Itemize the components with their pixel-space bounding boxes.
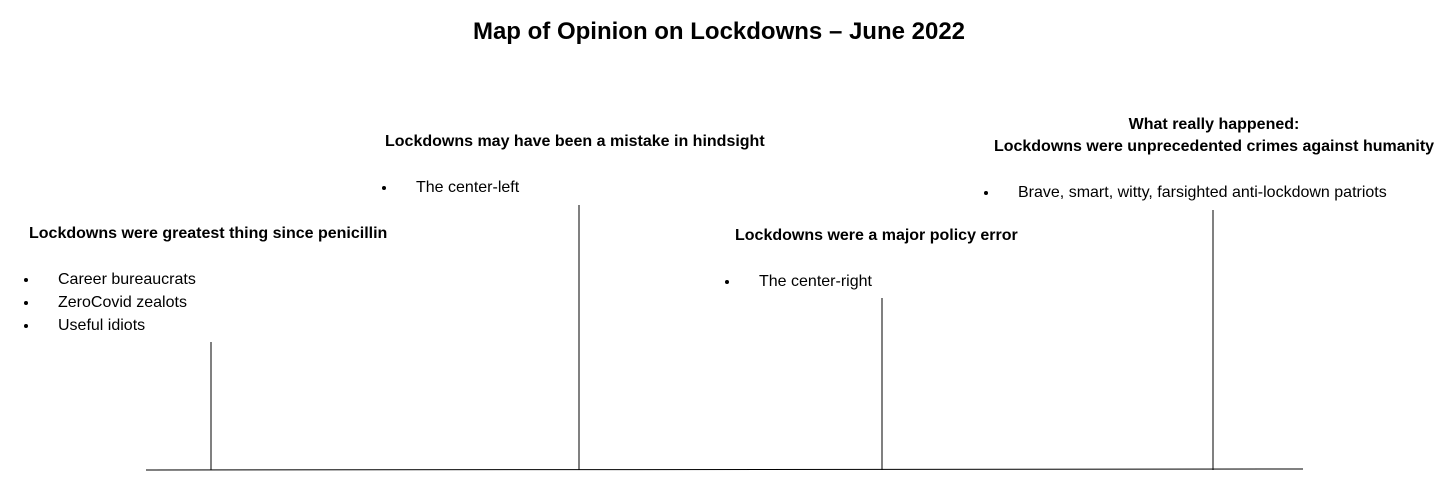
position-crimes-heading [984, 114, 1444, 158]
baseline [146, 469, 1303, 470]
position-mistake-heading: Lockdowns may have been a mistake in hindsight [385, 133, 765, 150]
diagram-title: Map of Opinion on Lockdowns – June 2022 [472, 18, 966, 45]
list-item: Career bureaucrats [22, 268, 196, 291]
position-policy-error-heading: Lockdowns were a major policy error [735, 227, 1018, 244]
position-crimes-heading-line2: Lockdowns were unprecedented crimes against humanity [993, 138, 1435, 155]
list-item: Brave, smart, witty, farsighted anti-lockdown patriots [982, 181, 1387, 204]
position-crimes-heading-line1: What really happened: [1128, 116, 1300, 133]
position-mistake-list [380, 176, 519, 199]
list-item: ZeroCovid zealots [22, 291, 196, 314]
position-penicillin-heading: Lockdowns were greatest thing since penicillin [29, 225, 388, 242]
list-item: Useful idiots [22, 314, 196, 337]
list-item: The center-right [723, 270, 872, 293]
position-penicillin-list [22, 268, 196, 337]
list-item: The center-left [380, 176, 519, 199]
position-policy-error-list [723, 270, 872, 293]
position-crimes-list [982, 181, 1387, 204]
